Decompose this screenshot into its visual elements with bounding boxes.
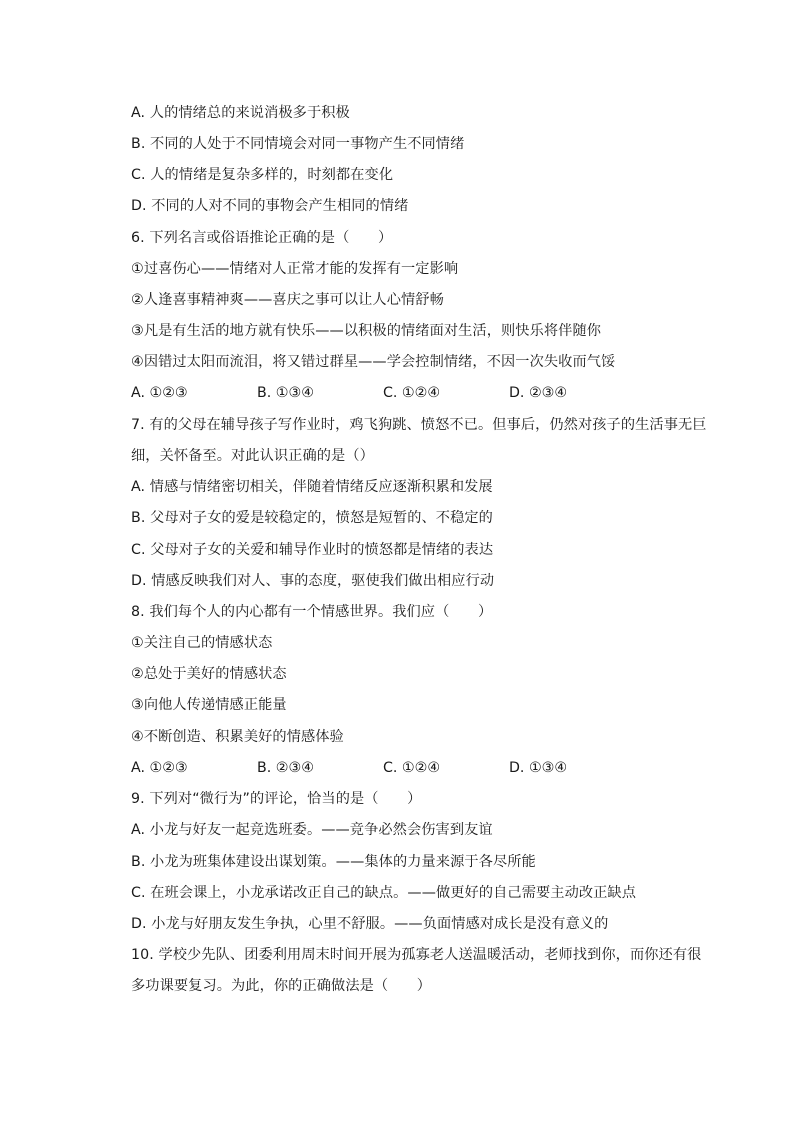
text-line: ①关注自己的情感状态 xyxy=(131,635,273,651)
answer-options-row xyxy=(131,383,651,403)
answer-option: B. ②③④ xyxy=(257,760,314,776)
text-line: ④不断创造、积累美好的情感体验 xyxy=(131,729,344,745)
answer-option: C. ①②④ xyxy=(383,385,441,401)
answer-option: D. ①③④ xyxy=(509,760,568,776)
text-line: ②人逢喜事精神爽——喜庆之事可以让人心情舒畅 xyxy=(131,292,444,308)
text-line: A. 情感与情绪密切相关，伴随着情绪反应逐渐积累和发展 xyxy=(131,479,493,495)
text-line: A. 小龙与好友一起竞选班委。——竞争必然会伤害到友谊 xyxy=(131,822,493,838)
text-line: 多功课要复习。为此，你的正确做法是（ ） xyxy=(131,978,432,994)
text-line: ③凡是有生活的地方就有快乐——以积极的情绪面对生活，则快乐将伴随你 xyxy=(131,323,602,339)
text-line: 6. 下列名言或俗语推论正确的是（ ） xyxy=(131,230,393,246)
text-line: B. 不同的人处于不同情境会对同一事物产生不同情绪 xyxy=(131,136,465,152)
answer-option: B. ①③④ xyxy=(257,385,314,401)
text-line: ②总处于美好的情感状态 xyxy=(131,666,287,682)
answer-options-row xyxy=(131,758,651,778)
text-line: C. 父母对子女的关爱和辅导作业时的愤怒都是情绪的表达 xyxy=(131,542,494,558)
answer-option: A. ①②③ xyxy=(131,385,188,401)
text-line: C. 在班会课上，小龙承诺改正自己的缺点。——做更好的自己需要主动改正缺点 xyxy=(131,885,637,901)
text-line: ④因错过太阳而流泪，将又错过群星——学会控制情绪，不因一次失收而气馁 xyxy=(131,354,616,370)
answer-option: C. ①②④ xyxy=(383,760,441,776)
text-line: B. 小龙为班集体建设出谋划策。——集体的力量来源于各尽所能 xyxy=(131,854,536,870)
text-line: ①过喜伤心——情绪对人正常才能的发挥有一定影响 xyxy=(131,261,459,277)
text-line: 8. 我们每个人的内心都有一个情感世界。我们应（ ） xyxy=(131,604,493,620)
text-line: 9. 下列对“微行为”的评论，恰当的是（ ） xyxy=(131,791,422,807)
text-line: 细，关怀备至。对此认识正确的是（） xyxy=(131,448,374,464)
text-line: A. 人的情绪总的来说消极多于积极 xyxy=(131,105,350,121)
text-line: D. 情感反映我们对人、事的态度，驱使我们做出相应行动 xyxy=(131,573,495,589)
text-line: D. 小龙与好朋友发生争执，心里不舒服。——负面情感对成长是没有意义的 xyxy=(131,916,609,932)
text-line: C. 人的情绪是复杂多样的，时刻都在变化 xyxy=(131,167,394,183)
text-line: 10. 学校少先队、团委利用周末时间开展为孤寡老人送温暖活动，老师找到你，而你还有很 xyxy=(131,947,702,963)
text-line: 7. 有的父母在辅导孩子写作业时，鸡飞狗跳、愤怒不已。但事后，仍然对孩子的生活事无巨 xyxy=(131,417,707,433)
text-line: D. 不同的人对不同的事物会产生相同的情绪 xyxy=(131,198,409,214)
text-line: ③向他人传递情感正能量 xyxy=(131,697,287,713)
text-line: B. 父母对子女的爱是较稳定的，愤怒是短暂的、不稳定的 xyxy=(131,510,493,526)
answer-option: A. ①②③ xyxy=(131,760,188,776)
answer-option: D. ②③④ xyxy=(509,385,568,401)
